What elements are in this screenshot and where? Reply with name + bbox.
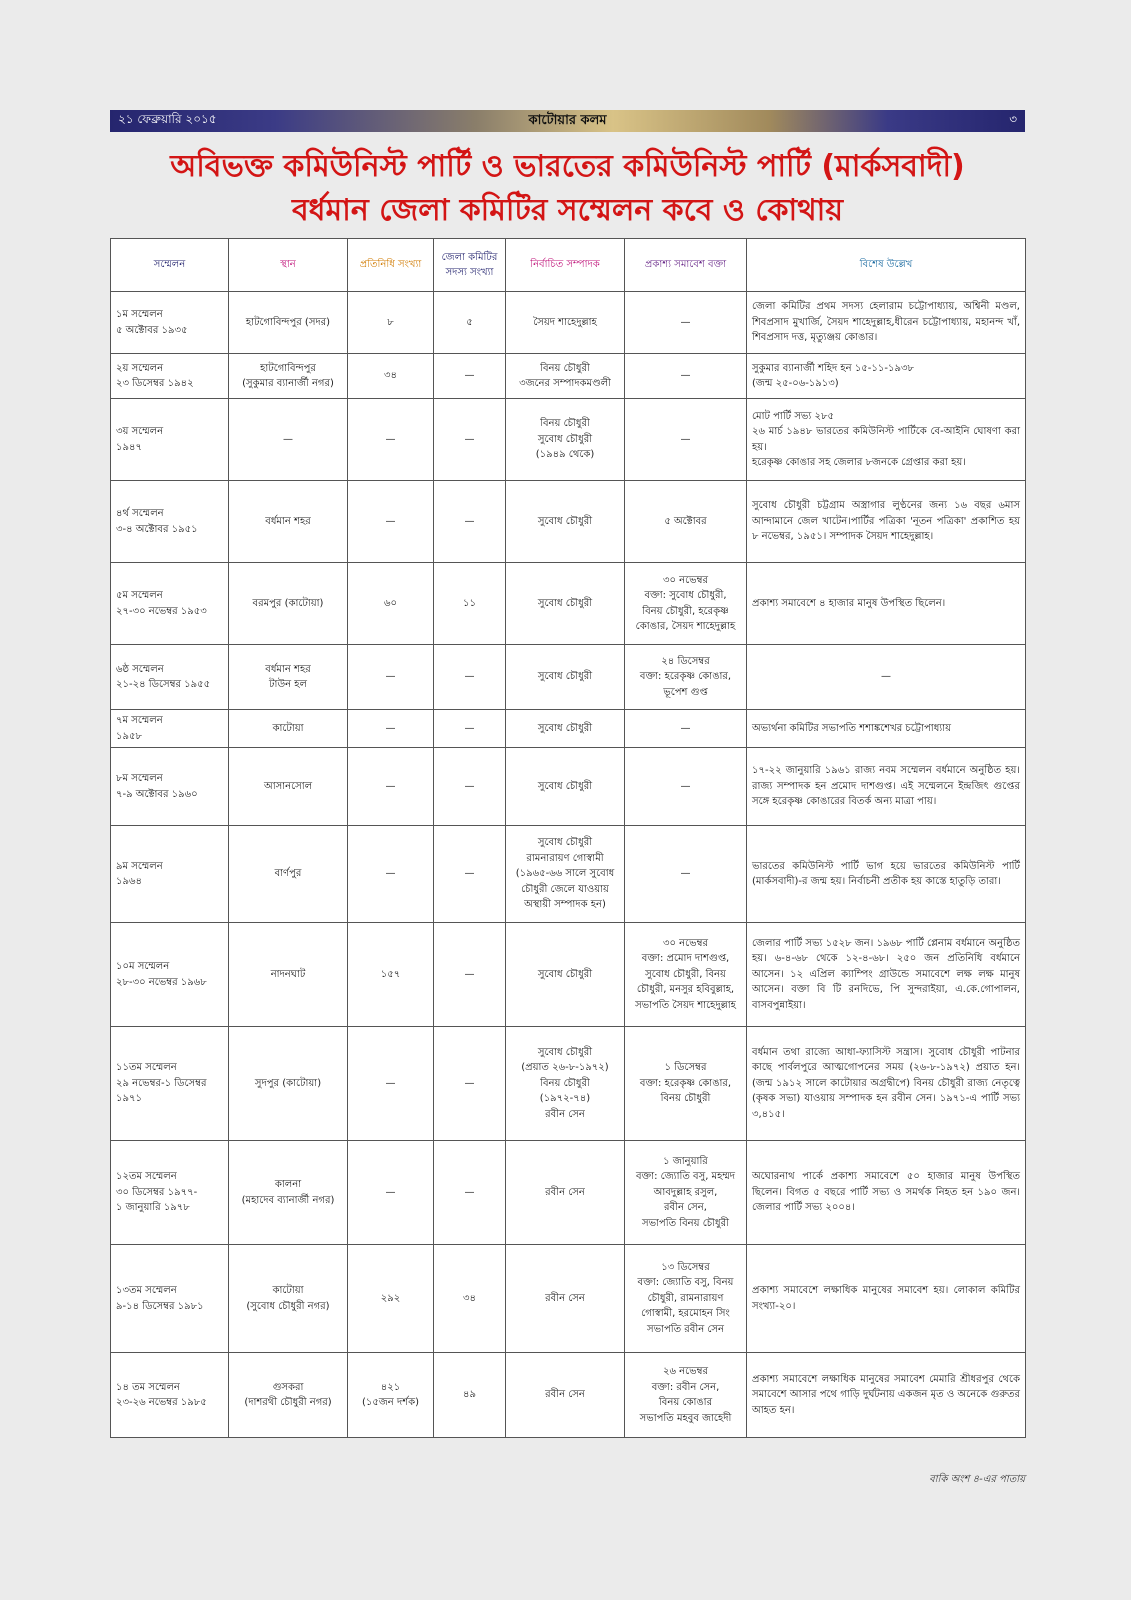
- cell-committee-members: —: [434, 710, 506, 748]
- cell-public-rally-speakers: ১ ডিসেম্বর বক্তা: হরেকৃষ্ণ কোঙার, বিনয় চৌধুরী: [625, 1027, 747, 1141]
- cell-delegates: ১৫৭: [348, 923, 434, 1027]
- cell-venue: বর্ধমান শহর টাউন হল: [229, 645, 348, 710]
- column-header-delegates: প্রতিনিধি সংখ্যা: [348, 239, 434, 292]
- table-row: [111, 563, 1026, 645]
- cell-special-notes: সুবোধ চৌধুরী চট্টগ্রাম অস্ত্রাগার লুণ্ঠনের জন্য ১৬ বছর ৬মাস আন্দামানে জেল খাটেন।পার্টির পত্রিকা 'নূতন পত্রিকা' প্রকাশিত হয় ৮ নভেম্বর, ১৯৫১। সম্পাদক সৈয়দ শাহেদুল্লাহ।: [747, 481, 1026, 563]
- cell-committee-members: ৩৪: [434, 1245, 506, 1353]
- table-header-row: [111, 239, 1026, 292]
- cell-special-notes: প্রকাশ্য সমাবেশে লক্ষাধিক মানুষের সমাবেশ হয়। লোকাল কমিটির সংখ্যা-২০।: [747, 1245, 1026, 1353]
- cell-special-notes: জেলা কমিটির প্রথম সদস্য হেলারাম চট্টোপাধ্যায়, অশ্বিনী মণ্ডল, শিবপ্রসাদ মুখার্জি, সৈয়দ শাহেদুল্লাহ,ধীরেন চট্টোপাধ্যায়, মহানন্দ খাঁ, শিবপ্রসাদ দত্ত, মৃত্যুঞ্জয় কোঙার।: [747, 292, 1026, 354]
- cell-elected-secretary: রবীন সেন: [506, 1353, 625, 1438]
- cell-venue: নাদনঘাট: [229, 923, 348, 1027]
- cell-elected-secretary: সুবোধ চৌধুরী: [506, 645, 625, 710]
- article-title-line-1: অবিভক্ত কমিউনিস্ট পার্টি ও ভারতের কমিউনিস্ট পার্টি (মার্কসবাদী): [170, 149, 965, 184]
- cell-venue: গুসকরা (দাশরথী চৌধুরী নগর): [229, 1353, 348, 1438]
- cell-conference: ৯ম সম্মেলন ১৯৬৪: [111, 826, 229, 923]
- page-number: ৩: [1009, 112, 1017, 126]
- cell-public-rally-speakers: —: [625, 710, 747, 748]
- column-header-conference: সম্মেলন: [111, 239, 229, 292]
- cell-venue: সুদপুর (কাটোয়া): [229, 1027, 348, 1141]
- newspaper-name: কাটোয়ার কলম: [528, 112, 607, 128]
- cell-delegates: —: [348, 481, 434, 563]
- cell-delegates: ৪২১ (১৫জন দর্শক): [348, 1353, 434, 1438]
- cell-delegates: —: [348, 826, 434, 923]
- table-row: [111, 481, 1026, 563]
- cell-public-rally-speakers: —: [625, 399, 747, 481]
- cell-elected-secretary: সুবোধ চৌধুরী: [506, 710, 625, 748]
- cell-special-notes: ১৭-২২ জানুয়ারি ১৯৬১ রাজ্য নবম সম্মেলন বর্ধমানে অনুষ্ঠিত হয়। রাজ্য সম্পাদক হন প্রমোদ দাশগুপ্ত। এই সম্মেলনে ইন্দ্রজিৎ গুপ্তের সঙ্গে হরেকৃষ্ণ কোঙারের বিতর্ক অন্য মাত্রা পায়।: [747, 748, 1026, 826]
- cell-committee-members: —: [434, 923, 506, 1027]
- cell-special-notes: প্রকাশ্য সমাবেশে লক্ষাধিক মানুষের সমাবেশ মেমারি শ্রীধরপুর থেকে সমাবেশে আসার পথে গাড়ি দুর্ঘটনায় একজন মৃত ও অনেকে গুরুতর আহত হন।: [747, 1353, 1026, 1438]
- cell-delegates: ২৯২: [348, 1245, 434, 1353]
- column-header-public-rally-speakers: প্রকাশ্য সমাবেশ বক্তা: [625, 239, 747, 292]
- cell-elected-secretary: সুবোধ চৌধুরী রামনারায়ণ গোস্বামী (১৯৬৫-৬৬ সালে সুবোধ চৌধুরী জেলে যাওয়ায় অস্থায়ী সম্পাদক হন): [506, 826, 625, 923]
- column-header-special-notes: বিশেষ উল্লেখ: [747, 239, 1026, 292]
- cell-elected-secretary: সুবোধ চৌধুরী: [506, 563, 625, 645]
- cell-committee-members: —: [434, 354, 506, 399]
- cell-public-rally-speakers: ১৩ ডিসেম্বর বক্তা: জ্যোতি বসু, বিনয় চৌধুরী, রামনারায়ণ গোস্বামী, হরমোহন সিং সভাপতি রবীন সেন: [625, 1245, 747, 1353]
- cell-committee-members: —: [434, 748, 506, 826]
- cell-conference: ১২তম সম্মেলন ৩০ ডিসেম্বর ১৯৭৭- ১ জানুয়ারি ১৯৭৮: [111, 1141, 229, 1245]
- cell-delegates: ৮: [348, 292, 434, 354]
- cell-delegates: —: [348, 710, 434, 748]
- cell-conference: ১৪ তম সম্মেলন ২৩-২৬ নভেম্বর ১৯৮৫: [111, 1353, 229, 1438]
- column-header-committee-members: জেলা কমিটির সদস্য সংখ্যা: [434, 239, 506, 292]
- cell-venue: হাটগোবিন্দপুর (সদর): [229, 292, 348, 354]
- cell-conference: ১১তম সম্মেলন ২৯ নভেম্বর-১ ডিসেম্বর ১৯৭১: [111, 1027, 229, 1141]
- table-row: [111, 1027, 1026, 1141]
- cell-special-notes: বর্ধমান তথা রাজ্যে আধা-ফ্যাসিস্ট সন্ত্রাস। সুবোধ চৌধুরী পাটনার কাছে পার্বলপুরে আত্মগোপনের সময় (২৬-৮-১৯৭২) প্রয়াত হন।(জন্ম ১৯১২ সালে কাটোয়ার অগ্রদ্বীপে) বিনয় চৌধুরী রাজ্য নেতৃত্বে (কৃষক সভা) যাওয়ায় সম্পাদক হন রবীন সেন। ১৯৭১-এ পার্টি সভ্য ৩,৪১৫।: [747, 1027, 1026, 1141]
- article-title-line-2: বর্ধমান জেলা কমিটির সম্মেলন কবে ও কোথায়: [291, 193, 844, 228]
- cell-conference: ১৩তম সম্মেলন ৯-১৪ ডিসেম্বর ১৯৮১: [111, 1245, 229, 1353]
- table-row: [111, 645, 1026, 710]
- cell-committee-members: ৪৯: [434, 1353, 506, 1438]
- cell-delegates: ৬০: [348, 563, 434, 645]
- cell-conference: ৮ম সম্মেলন ৭-৯ অক্টোবর ১৯৬০: [111, 748, 229, 826]
- cell-delegates: —: [348, 399, 434, 481]
- cell-public-rally-speakers: ১ জানুয়ারি বক্তা: জ্যোতি বসু, মহম্মদ আবদুল্লাহ রসুল, রবীন সেন, সভাপতি বিনয় চৌধুরী: [625, 1141, 747, 1245]
- cell-public-rally-speakers: —: [625, 354, 747, 399]
- conference-table: [110, 238, 1026, 1438]
- cell-special-notes: ভারতের কমিউনিস্ট পার্টি ভাগ হয়ে ভারতের কমিউনিস্ট পার্টি (মার্কসবাদী)-র জন্ম হয়। নির্বাচনী প্রতীক হয় কাস্তে হাতুড়ি তারা।: [747, 826, 1026, 923]
- continued-note: বাকি অংশ ৪-এর পাতায়: [929, 1474, 1025, 1485]
- cell-conference: ১০ম সম্মেলন ২৮-৩০ নভেম্বর ১৯৬৮: [111, 923, 229, 1027]
- cell-public-rally-speakers: —: [625, 292, 747, 354]
- table-row: [111, 710, 1026, 748]
- cell-conference: ৩য় সম্মেলন ১৯৪৭: [111, 399, 229, 481]
- cell-venue: বার্ণপুর: [229, 826, 348, 923]
- article-title: [110, 145, 1025, 233]
- cell-committee-members: ৫: [434, 292, 506, 354]
- cell-venue: বর্ধমান শহর: [229, 481, 348, 563]
- cell-delegates: —: [348, 1027, 434, 1141]
- cell-conference: ৫ম সম্মেলন ২৭-৩০ নভেম্বর ১৯৫৩: [111, 563, 229, 645]
- issue-date: ২১ ফেব্রুয়ারি ২০১৫: [118, 112, 217, 126]
- cell-conference: ৭ম সম্মেলন ১৯৫৮: [111, 710, 229, 748]
- cell-committee-members: —: [434, 399, 506, 481]
- cell-public-rally-speakers: ৫ অক্টোবর: [625, 481, 747, 563]
- cell-delegates: ৩৪: [348, 354, 434, 399]
- cell-special-notes: অঘোরনাথ পার্কে প্রকাশ্য সমাবেশে ৫০ হাজার মানুষ উপস্থিত ছিলেন। বিগত ৫ বছরে পার্টি সভ্য ও সমর্থক নিহত হন ১৯০ জন। জেলার পার্টি সভ্য ২০০৪।: [747, 1141, 1026, 1245]
- cell-delegates: —: [348, 748, 434, 826]
- table-row: [111, 826, 1026, 923]
- cell-elected-secretary: সুবোধ চৌধুরী: [506, 481, 625, 563]
- cell-delegates: —: [348, 645, 434, 710]
- page-header-bar: [110, 110, 1025, 132]
- table-row: [111, 1245, 1026, 1353]
- cell-conference: ৪র্থ সম্মেলন ৩-৪ অক্টোবর ১৯৫১: [111, 481, 229, 563]
- table-row: [111, 292, 1026, 354]
- table-row: [111, 354, 1026, 399]
- cell-special-notes: মোট পার্টি সভ্য ২৮৫ ২৬ মার্চ ১৯৪৮ ভারতের কমিউনিস্ট পার্টিকে বে-আইনি ঘোষণা করা হয়। হরেকৃষ্ণ কোঙার সহ জেলার ৮জনকে গ্রেপ্তার করা হয়।: [747, 399, 1026, 481]
- cell-conference: ২য় সম্মেলন ২৩ ডিসেম্বর ১৯৪২: [111, 354, 229, 399]
- cell-committee-members: —: [434, 1027, 506, 1141]
- cell-venue: কাটোয়া: [229, 710, 348, 748]
- cell-special-notes: জেলার পার্টি সভ্য ১৫২৮ জন। ১৯৬৮ পার্টি প্লেনাম বর্ধমানে অনুষ্ঠিত হয়। ৬-৪-৬৮ থেকে ১২-৪-৬৮। ২৫০ জন প্রতিনিধি বর্ধমানে আসেন। ১২ এপ্রিল ক্যাম্পিং গ্রাউন্ডে সমাবেশে লক্ষ লক্ষ মানুষ আসেন। বক্তা বি টি রনদিভে, পি সুন্দরাইয়া, এ.কে.গোপালন, বাসবপুন্নাইয়া।: [747, 923, 1026, 1027]
- cell-venue: কালনা (মহাদেব ব্যানার্জী নগর): [229, 1141, 348, 1245]
- cell-special-notes: অভ্যর্থনা কমিটির সভাপতি শশাঙ্কশেখর চট্টোপাধ্যায়: [747, 710, 1026, 748]
- cell-elected-secretary: সুবোধ চৌধুরী: [506, 923, 625, 1027]
- column-header-elected-secretary: নির্বাচিত সম্পাদক: [506, 239, 625, 292]
- cell-committee-members: —: [434, 645, 506, 710]
- column-header-venue: স্থান: [229, 239, 348, 292]
- cell-elected-secretary: রবীন সেন: [506, 1141, 625, 1245]
- cell-elected-secretary: সৈয়দ শাহেদুল্লাহ: [506, 292, 625, 354]
- cell-committee-members: —: [434, 1141, 506, 1245]
- cell-venue: হাটগোবিন্দপুর (সুকুমার ব্যানার্জী নগর): [229, 354, 348, 399]
- table-row: [111, 1353, 1026, 1438]
- cell-venue: কাটোয়া (সুবোধ চৌধুরী নগর): [229, 1245, 348, 1353]
- cell-special-notes: —: [747, 645, 1026, 710]
- cell-elected-secretary: সুবোধ চৌধুরী (প্রয়াত ২৬-৮-১৯৭২) বিনয় চৌধুরী (১৯৭২-৭৪) রবীন সেন: [506, 1027, 625, 1141]
- cell-elected-secretary: রবীন সেন: [506, 1245, 625, 1353]
- cell-public-rally-speakers: —: [625, 826, 747, 923]
- cell-committee-members: —: [434, 481, 506, 563]
- table-row: [111, 748, 1026, 826]
- cell-elected-secretary: বিনয় চৌধুরী সুবোধ চৌধুরী (১৯৪৯ থেকে): [506, 399, 625, 481]
- cell-conference: ৬ষ্ঠ সম্মেলন ২১-২৪ ডিসেম্বর ১৯৫৫: [111, 645, 229, 710]
- cell-elected-secretary: বিনয় চৌধুরী ৩জনের সম্পাদকমণ্ডলী: [506, 354, 625, 399]
- cell-venue: —: [229, 399, 348, 481]
- cell-public-rally-speakers: ২৪ ডিসেম্বর বক্তা: হরেকৃষ্ণ কোঙার, ভূপেশ গুপ্ত: [625, 645, 747, 710]
- cell-conference: ১ম সম্মেলন ৫ অক্টোবর ১৯৩৫: [111, 292, 229, 354]
- cell-public-rally-speakers: —: [625, 748, 747, 826]
- cell-committee-members: ১১: [434, 563, 506, 645]
- cell-special-notes: সুকুমার ব্যানার্জী শহিদ হন ১৫-১১-১৯৩৮ (জন্ম ২৫-০৬-১৯১৩): [747, 354, 1026, 399]
- cell-delegates: —: [348, 1141, 434, 1245]
- cell-committee-members: —: [434, 826, 506, 923]
- cell-special-notes: প্রকাশ্য সমাবেশে ৪ হাজার মানুষ উপস্থিত ছিলেন।: [747, 563, 1026, 645]
- cell-venue: বরমপুর (কাটোয়া): [229, 563, 348, 645]
- table-row: [111, 399, 1026, 481]
- cell-venue: আসানসোল: [229, 748, 348, 826]
- cell-public-rally-speakers: ৩০ নভেম্বর বক্তা: প্রমোদ দাশগুপ্ত, সুবোধ চৌধুরী, বিনয় চৌধুরী, মনসুর হবিবুল্লাহ, সভাপতি সৈয়দ শাহেদুল্লাহ: [625, 923, 747, 1027]
- cell-public-rally-speakers: ২৬ নভেম্বর বক্তা: রবীন সেন, বিনয় কোঙার সভাপতি মহবুব জাহেদী: [625, 1353, 747, 1438]
- table-row: [111, 923, 1026, 1027]
- cell-public-rally-speakers: ৩০ নভেম্বর বক্তা: সুবোধ চৌধুরী, বিনয় চৌধুরী, হরেকৃষ্ণ কোঙার, সৈয়দ শাহেদুল্লাহ: [625, 563, 747, 645]
- cell-elected-secretary: সুবোধ চৌধুরী: [506, 748, 625, 826]
- table-row: [111, 1141, 1026, 1245]
